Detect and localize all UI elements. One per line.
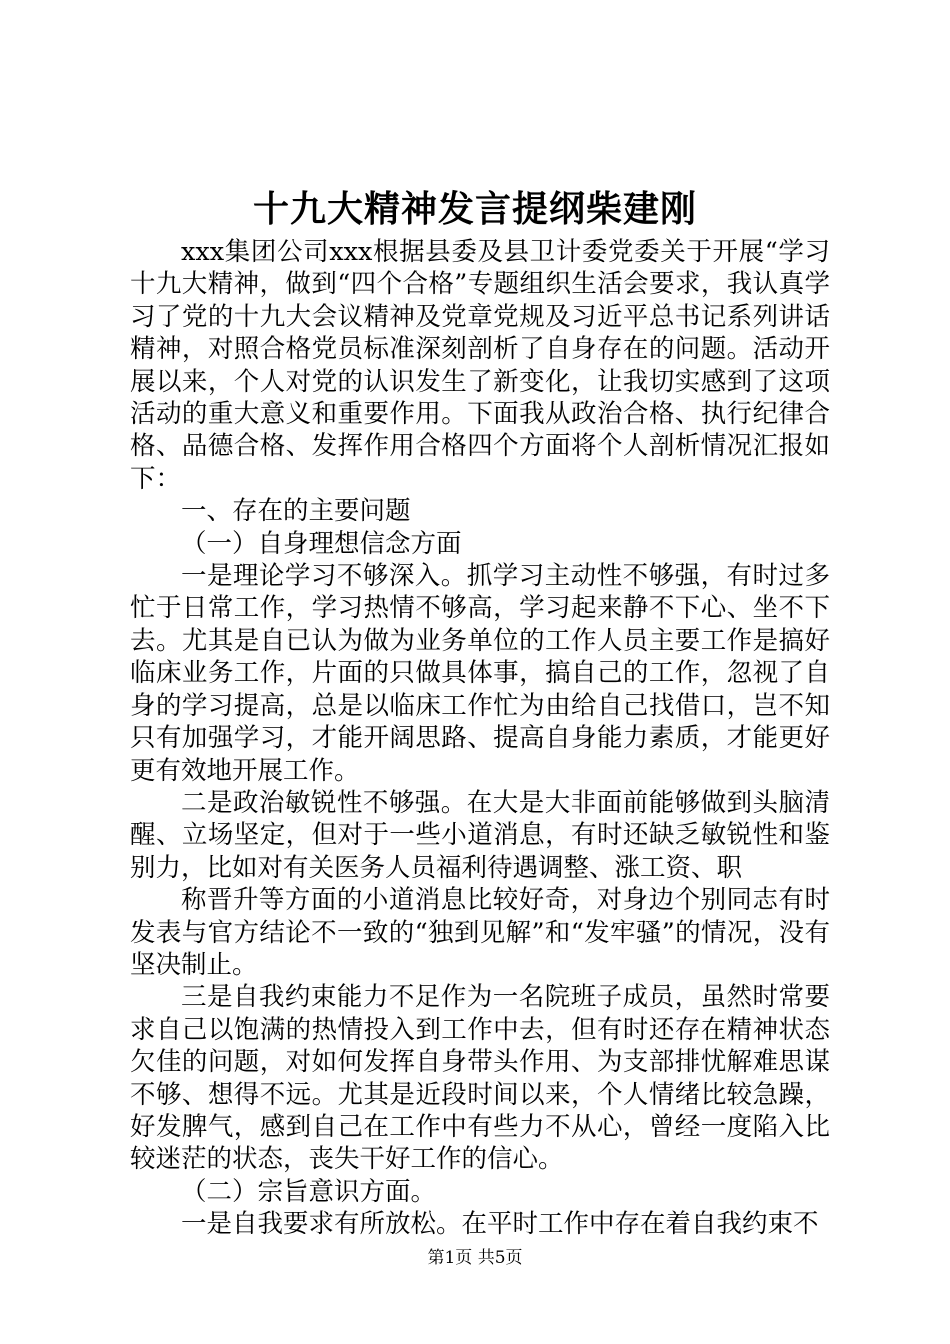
paragraph-intro: xxx集团公司xxx根据县委及县卫计委党委关于开展“学习十九大精神，做到“四个合格”专题组织生活会要求，我认真学习了党的十九大会议精神及党章党规及习近平总书记系列讲话精神，对照合格党员标准深刻剖析了自身存在的问题。活动开展以来，个人对党的认识发生了新变化，让我切实感到了这项活动的重大意义和重要作用。下面我从政治合格、执行纪律合格、品德合格、发挥作用合格四个方面将个人剖析情况汇报如下： bbox=[130, 237, 830, 494]
paragraph-theory-study: 一是理论学习不够深入。抓学习主动性不够强，有时过多忙于日常工作，学习热情不够高，学习起来静不下心、坐不下去。尤其是自已认为做为业务单位的工作人员主要工作是搞好临床业务工作，片面的只做具体事，搞自己的工作，忽视了自身的学习提高，总是以临床工作忙为由给自己找借口，岂不知只有加强学习，才能开阔思路、提高自身能力素质，才能更好更有效地开展工作。 bbox=[130, 561, 830, 786]
section-heading-1: 一、存在的主要问题 bbox=[181, 496, 411, 527]
page-footer: 第1页 共5页 bbox=[427, 1248, 523, 1268]
paragraph-self-discipline: 三是自我约束能力不足作为一名院班子成员，虽然时常要求自己以饱满的热情投入到工作中去，但有时还存在精神状态欠佳的问题，对如何发挥自身带头作用、为支部排忧解难思谋不够、想得不远。尤其是近段时间以来，个人情绪比较急躁，好发脾气，感到自己在工作中有些力不从心，曾经一度陷入比较迷茫的状态，丧失干好工作的信心。 bbox=[130, 982, 830, 1175]
subsection-heading-2: （二）宗旨意识方面。 bbox=[181, 1176, 437, 1207]
document-title: 十九大精神发言提纲柴建刚 bbox=[252, 188, 697, 230]
paragraph-self-requirement: 一是自我要求有所放松。在平时工作中存在着自我约束不 bbox=[181, 1209, 819, 1240]
subsection-heading-1: （一）自身理想信念方面 bbox=[181, 528, 462, 559]
document-body bbox=[130, 236, 830, 1241]
paragraph-political-sensitivity-cont: 称晋升等方面的小道消息比较好奇，对身边个别同志有时发表与官方结论不一致的“独到见解”和“发牢骚”的情况，没有坚决制止。 bbox=[130, 885, 830, 980]
paragraph-political-sensitivity: 二是政治敏锐性不够强。在大是大非面前能够做到头脑清醒、立场坚定，但对于一些小道消息，有时还缺乏敏锐性和鉴别力，比如对有关医务人员福利待遇调整、涨工资、职 bbox=[130, 787, 830, 883]
